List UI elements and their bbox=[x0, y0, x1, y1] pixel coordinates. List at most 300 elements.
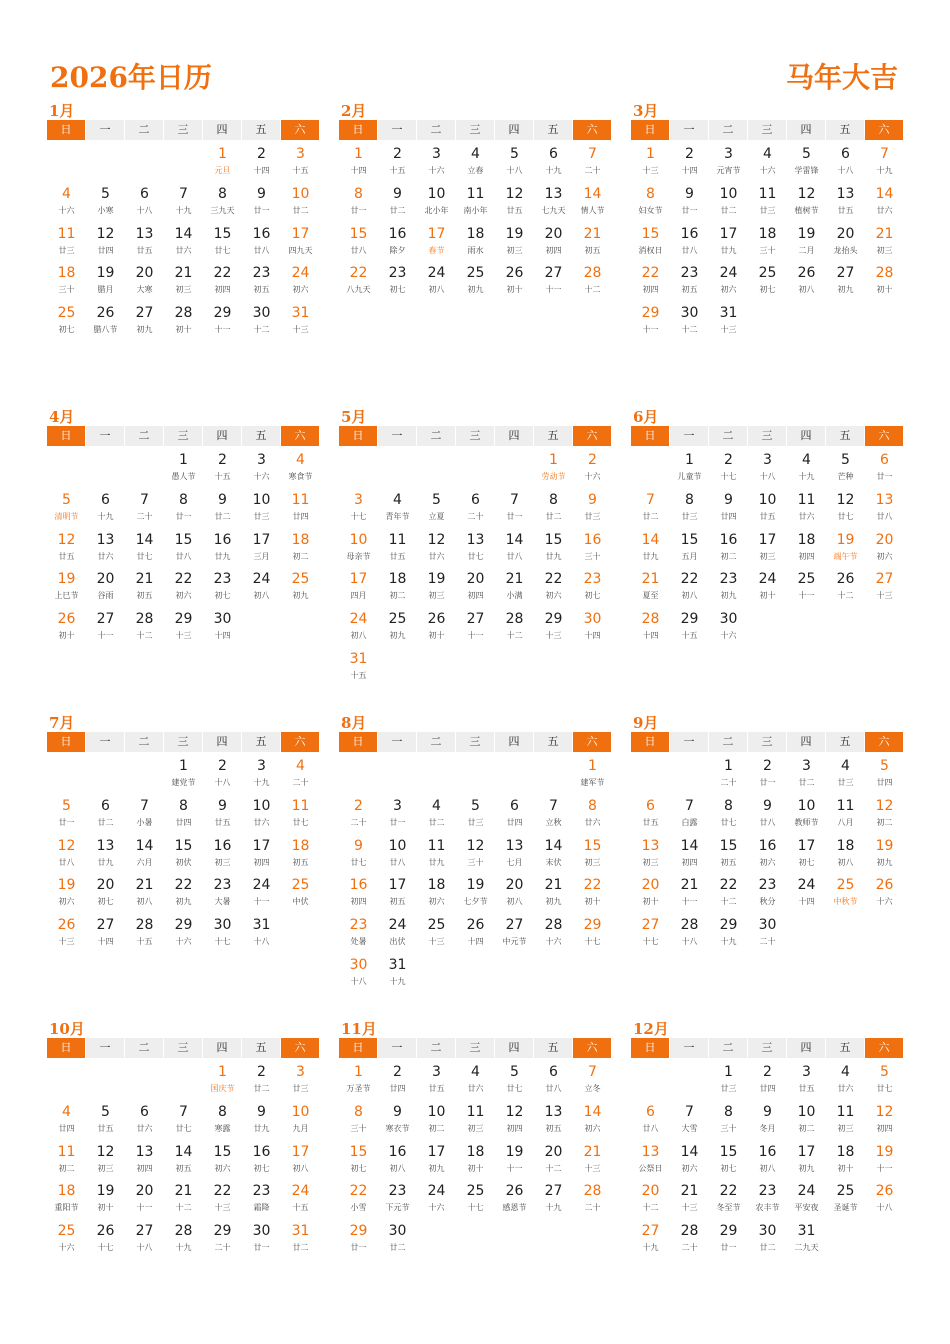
day-cell[interactable] bbox=[709, 446, 748, 486]
day-cell[interactable] bbox=[631, 1098, 670, 1138]
day-cell[interactable] bbox=[573, 180, 612, 220]
day-cell[interactable] bbox=[495, 605, 534, 645]
day-cell[interactable] bbox=[670, 605, 709, 645]
day-cell[interactable] bbox=[417, 1058, 456, 1098]
day-cell[interactable] bbox=[378, 871, 417, 911]
day-cell[interactable] bbox=[826, 259, 865, 299]
day-cell[interactable] bbox=[203, 911, 242, 951]
day-cell[interactable] bbox=[417, 832, 456, 872]
day-cell[interactable] bbox=[748, 911, 787, 951]
day-cell[interactable] bbox=[164, 1098, 203, 1138]
day-cell[interactable] bbox=[242, 792, 281, 832]
day-cell[interactable] bbox=[748, 446, 787, 486]
day-cell[interactable] bbox=[242, 446, 281, 486]
day-cell[interactable] bbox=[456, 526, 495, 566]
day-cell[interactable] bbox=[417, 792, 456, 832]
day-cell[interactable] bbox=[242, 220, 281, 260]
day-cell[interactable] bbox=[748, 1177, 787, 1217]
day-cell[interactable] bbox=[203, 446, 242, 486]
day-cell[interactable] bbox=[339, 220, 378, 260]
day-cell[interactable] bbox=[787, 832, 826, 872]
day-cell[interactable] bbox=[670, 832, 709, 872]
day-cell[interactable] bbox=[670, 259, 709, 299]
day-cell[interactable] bbox=[339, 832, 378, 872]
day-cell[interactable] bbox=[748, 1098, 787, 1138]
day-cell[interactable] bbox=[456, 1058, 495, 1098]
day-cell[interactable] bbox=[826, 486, 865, 526]
day-cell[interactable] bbox=[670, 140, 709, 180]
day-cell[interactable] bbox=[631, 486, 670, 526]
day-cell[interactable] bbox=[709, 299, 748, 339]
day-cell[interactable] bbox=[670, 180, 709, 220]
day-cell[interactable] bbox=[534, 1098, 573, 1138]
day-cell[interactable] bbox=[534, 1058, 573, 1098]
day-cell[interactable] bbox=[125, 220, 164, 260]
day-cell[interactable] bbox=[125, 871, 164, 911]
day-cell[interactable] bbox=[865, 140, 904, 180]
day-cell[interactable] bbox=[164, 792, 203, 832]
day-cell[interactable] bbox=[339, 526, 378, 566]
day-cell[interactable] bbox=[417, 220, 456, 260]
day-cell[interactable] bbox=[242, 180, 281, 220]
day-cell[interactable] bbox=[826, 446, 865, 486]
day-cell[interactable] bbox=[164, 259, 203, 299]
day-cell[interactable] bbox=[125, 832, 164, 872]
day-cell[interactable] bbox=[86, 1177, 125, 1217]
day-cell[interactable] bbox=[378, 605, 417, 645]
day-cell[interactable] bbox=[339, 180, 378, 220]
day-cell[interactable] bbox=[281, 180, 320, 220]
day-cell[interactable] bbox=[164, 526, 203, 566]
day-cell[interactable] bbox=[339, 565, 378, 605]
day-cell[interactable] bbox=[709, 486, 748, 526]
day-cell[interactable] bbox=[826, 180, 865, 220]
day-cell[interactable] bbox=[47, 259, 86, 299]
day-cell[interactable] bbox=[86, 299, 125, 339]
day-cell[interactable] bbox=[47, 180, 86, 220]
day-cell[interactable] bbox=[865, 1138, 904, 1178]
day-cell[interactable] bbox=[86, 832, 125, 872]
day-cell[interactable] bbox=[709, 259, 748, 299]
day-cell[interactable] bbox=[670, 792, 709, 832]
day-cell[interactable] bbox=[242, 911, 281, 951]
day-cell[interactable] bbox=[709, 220, 748, 260]
day-cell[interactable] bbox=[748, 259, 787, 299]
day-cell[interactable] bbox=[456, 1138, 495, 1178]
day-cell[interactable] bbox=[748, 180, 787, 220]
day-cell[interactable] bbox=[339, 951, 378, 991]
day-cell[interactable] bbox=[242, 832, 281, 872]
day-cell[interactable] bbox=[47, 486, 86, 526]
day-cell[interactable] bbox=[281, 526, 320, 566]
day-cell[interactable] bbox=[748, 832, 787, 872]
day-cell[interactable] bbox=[203, 486, 242, 526]
day-cell[interactable] bbox=[339, 871, 378, 911]
day-cell[interactable] bbox=[631, 526, 670, 566]
day-cell[interactable] bbox=[573, 140, 612, 180]
day-cell[interactable] bbox=[631, 299, 670, 339]
day-cell[interactable] bbox=[47, 605, 86, 645]
day-cell[interactable] bbox=[242, 871, 281, 911]
day-cell[interactable] bbox=[631, 1217, 670, 1257]
day-cell[interactable] bbox=[826, 832, 865, 872]
day-cell[interactable] bbox=[203, 299, 242, 339]
day-cell[interactable] bbox=[534, 220, 573, 260]
day-cell[interactable] bbox=[378, 1058, 417, 1098]
day-cell[interactable] bbox=[787, 1217, 826, 1257]
day-cell[interactable] bbox=[709, 1138, 748, 1178]
day-cell[interactable] bbox=[787, 1138, 826, 1178]
day-cell[interactable] bbox=[826, 871, 865, 911]
day-cell[interactable] bbox=[378, 1138, 417, 1178]
day-cell[interactable] bbox=[709, 1098, 748, 1138]
day-cell[interactable] bbox=[573, 871, 612, 911]
day-cell[interactable] bbox=[125, 911, 164, 951]
day-cell[interactable] bbox=[865, 220, 904, 260]
day-cell[interactable] bbox=[125, 565, 164, 605]
day-cell[interactable] bbox=[86, 871, 125, 911]
day-cell[interactable] bbox=[573, 220, 612, 260]
day-cell[interactable] bbox=[670, 486, 709, 526]
day-cell[interactable] bbox=[748, 1217, 787, 1257]
day-cell[interactable] bbox=[573, 792, 612, 832]
day-cell[interactable] bbox=[47, 792, 86, 832]
day-cell[interactable] bbox=[865, 526, 904, 566]
day-cell[interactable] bbox=[534, 259, 573, 299]
day-cell[interactable] bbox=[748, 486, 787, 526]
day-cell[interactable] bbox=[378, 792, 417, 832]
day-cell[interactable] bbox=[631, 1138, 670, 1178]
day-cell[interactable] bbox=[339, 140, 378, 180]
day-cell[interactable] bbox=[378, 911, 417, 951]
day-cell[interactable] bbox=[534, 486, 573, 526]
day-cell[interactable] bbox=[787, 259, 826, 299]
day-cell[interactable] bbox=[164, 752, 203, 792]
day-cell[interactable] bbox=[534, 832, 573, 872]
day-cell[interactable] bbox=[573, 911, 612, 951]
day-cell[interactable] bbox=[709, 911, 748, 951]
day-cell[interactable] bbox=[709, 565, 748, 605]
day-cell[interactable] bbox=[709, 752, 748, 792]
day-cell[interactable] bbox=[86, 259, 125, 299]
day-cell[interactable] bbox=[865, 792, 904, 832]
day-cell[interactable] bbox=[495, 871, 534, 911]
day-cell[interactable] bbox=[378, 832, 417, 872]
day-cell[interactable] bbox=[378, 140, 417, 180]
day-cell[interactable] bbox=[242, 1098, 281, 1138]
day-cell[interactable] bbox=[47, 565, 86, 605]
day-cell[interactable] bbox=[631, 605, 670, 645]
day-cell[interactable] bbox=[339, 1138, 378, 1178]
day-cell[interactable] bbox=[709, 792, 748, 832]
day-cell[interactable] bbox=[86, 1098, 125, 1138]
day-cell[interactable] bbox=[47, 1138, 86, 1178]
day-cell[interactable] bbox=[281, 1217, 320, 1257]
day-cell[interactable] bbox=[826, 792, 865, 832]
day-cell[interactable] bbox=[573, 1138, 612, 1178]
day-cell[interactable] bbox=[456, 792, 495, 832]
day-cell[interactable] bbox=[417, 1098, 456, 1138]
day-cell[interactable] bbox=[573, 832, 612, 872]
day-cell[interactable] bbox=[495, 526, 534, 566]
day-cell[interactable] bbox=[281, 1138, 320, 1178]
day-cell[interactable] bbox=[281, 871, 320, 911]
day-cell[interactable] bbox=[670, 220, 709, 260]
day-cell[interactable] bbox=[826, 526, 865, 566]
day-cell[interactable] bbox=[495, 180, 534, 220]
day-cell[interactable] bbox=[242, 526, 281, 566]
day-cell[interactable] bbox=[339, 792, 378, 832]
day-cell[interactable] bbox=[203, 1098, 242, 1138]
day-cell[interactable] bbox=[631, 259, 670, 299]
day-cell[interactable] bbox=[495, 565, 534, 605]
day-cell[interactable] bbox=[787, 1058, 826, 1098]
day-cell[interactable] bbox=[417, 526, 456, 566]
day-cell[interactable] bbox=[456, 180, 495, 220]
day-cell[interactable] bbox=[495, 832, 534, 872]
day-cell[interactable] bbox=[456, 832, 495, 872]
day-cell[interactable] bbox=[417, 1138, 456, 1178]
day-cell[interactable] bbox=[281, 792, 320, 832]
day-cell[interactable] bbox=[787, 220, 826, 260]
day-cell[interactable] bbox=[86, 526, 125, 566]
day-cell[interactable] bbox=[203, 832, 242, 872]
day-cell[interactable] bbox=[164, 911, 203, 951]
day-cell[interactable] bbox=[203, 1177, 242, 1217]
day-cell[interactable] bbox=[670, 911, 709, 951]
day-cell[interactable] bbox=[826, 565, 865, 605]
day-cell[interactable] bbox=[281, 486, 320, 526]
day-cell[interactable] bbox=[47, 1098, 86, 1138]
day-cell[interactable] bbox=[456, 565, 495, 605]
day-cell[interactable] bbox=[787, 871, 826, 911]
day-cell[interactable] bbox=[378, 486, 417, 526]
day-cell[interactable] bbox=[865, 486, 904, 526]
day-cell[interactable] bbox=[281, 832, 320, 872]
day-cell[interactable] bbox=[125, 605, 164, 645]
day-cell[interactable] bbox=[748, 220, 787, 260]
day-cell[interactable] bbox=[242, 565, 281, 605]
day-cell[interactable] bbox=[203, 1138, 242, 1178]
day-cell[interactable] bbox=[125, 1138, 164, 1178]
day-cell[interactable] bbox=[86, 565, 125, 605]
day-cell[interactable] bbox=[670, 1217, 709, 1257]
day-cell[interactable] bbox=[456, 220, 495, 260]
day-cell[interactable] bbox=[495, 140, 534, 180]
day-cell[interactable] bbox=[203, 526, 242, 566]
day-cell[interactable] bbox=[417, 1177, 456, 1217]
day-cell[interactable] bbox=[164, 446, 203, 486]
day-cell[interactable] bbox=[865, 1098, 904, 1138]
day-cell[interactable] bbox=[787, 1098, 826, 1138]
day-cell[interactable] bbox=[670, 871, 709, 911]
day-cell[interactable] bbox=[86, 220, 125, 260]
day-cell[interactable] bbox=[86, 1217, 125, 1257]
day-cell[interactable] bbox=[203, 752, 242, 792]
day-cell[interactable] bbox=[495, 1138, 534, 1178]
day-cell[interactable] bbox=[865, 871, 904, 911]
day-cell[interactable] bbox=[670, 1138, 709, 1178]
day-cell[interactable] bbox=[378, 1217, 417, 1257]
day-cell[interactable] bbox=[709, 180, 748, 220]
day-cell[interactable] bbox=[242, 259, 281, 299]
day-cell[interactable] bbox=[534, 565, 573, 605]
day-cell[interactable] bbox=[534, 1138, 573, 1178]
day-cell[interactable] bbox=[86, 605, 125, 645]
day-cell[interactable] bbox=[826, 1177, 865, 1217]
day-cell[interactable] bbox=[164, 565, 203, 605]
day-cell[interactable] bbox=[339, 911, 378, 951]
day-cell[interactable] bbox=[573, 446, 612, 486]
day-cell[interactable] bbox=[125, 1217, 164, 1257]
day-cell[interactable] bbox=[787, 526, 826, 566]
day-cell[interactable] bbox=[748, 1058, 787, 1098]
day-cell[interactable] bbox=[417, 911, 456, 951]
day-cell[interactable] bbox=[631, 832, 670, 872]
day-cell[interactable] bbox=[631, 140, 670, 180]
day-cell[interactable] bbox=[378, 1098, 417, 1138]
day-cell[interactable] bbox=[47, 299, 86, 339]
day-cell[interactable] bbox=[865, 1058, 904, 1098]
day-cell[interactable] bbox=[203, 1058, 242, 1098]
day-cell[interactable] bbox=[534, 1177, 573, 1217]
day-cell[interactable] bbox=[709, 871, 748, 911]
day-cell[interactable] bbox=[534, 792, 573, 832]
day-cell[interactable] bbox=[242, 1177, 281, 1217]
day-cell[interactable] bbox=[709, 1058, 748, 1098]
day-cell[interactable] bbox=[281, 220, 320, 260]
day-cell[interactable] bbox=[573, 565, 612, 605]
day-cell[interactable] bbox=[417, 180, 456, 220]
day-cell[interactable] bbox=[534, 180, 573, 220]
day-cell[interactable] bbox=[670, 446, 709, 486]
day-cell[interactable] bbox=[748, 752, 787, 792]
day-cell[interactable] bbox=[47, 832, 86, 872]
day-cell[interactable] bbox=[281, 565, 320, 605]
day-cell[interactable] bbox=[534, 871, 573, 911]
day-cell[interactable] bbox=[495, 911, 534, 951]
day-cell[interactable] bbox=[47, 220, 86, 260]
day-cell[interactable] bbox=[281, 259, 320, 299]
day-cell[interactable] bbox=[709, 605, 748, 645]
day-cell[interactable] bbox=[281, 1177, 320, 1217]
day-cell[interactable] bbox=[456, 259, 495, 299]
day-cell[interactable] bbox=[709, 140, 748, 180]
day-cell[interactable] bbox=[670, 1177, 709, 1217]
day-cell[interactable] bbox=[86, 180, 125, 220]
day-cell[interactable] bbox=[378, 951, 417, 991]
day-cell[interactable] bbox=[242, 1138, 281, 1178]
day-cell[interactable] bbox=[709, 1217, 748, 1257]
day-cell[interactable] bbox=[339, 1177, 378, 1217]
day-cell[interactable] bbox=[826, 752, 865, 792]
day-cell[interactable] bbox=[417, 259, 456, 299]
day-cell[interactable] bbox=[281, 299, 320, 339]
day-cell[interactable] bbox=[787, 180, 826, 220]
day-cell[interactable] bbox=[203, 1217, 242, 1257]
day-cell[interactable] bbox=[748, 792, 787, 832]
day-cell[interactable] bbox=[787, 565, 826, 605]
day-cell[interactable] bbox=[417, 140, 456, 180]
day-cell[interactable] bbox=[826, 140, 865, 180]
day-cell[interactable] bbox=[865, 446, 904, 486]
day-cell[interactable] bbox=[495, 1098, 534, 1138]
day-cell[interactable] bbox=[826, 220, 865, 260]
day-cell[interactable] bbox=[242, 299, 281, 339]
day-cell[interactable] bbox=[748, 526, 787, 566]
day-cell[interactable] bbox=[203, 871, 242, 911]
day-cell[interactable] bbox=[378, 259, 417, 299]
day-cell[interactable] bbox=[534, 446, 573, 486]
day-cell[interactable] bbox=[865, 259, 904, 299]
day-cell[interactable] bbox=[495, 220, 534, 260]
day-cell[interactable] bbox=[281, 752, 320, 792]
day-cell[interactable] bbox=[125, 526, 164, 566]
day-cell[interactable] bbox=[378, 526, 417, 566]
day-cell[interactable] bbox=[164, 1138, 203, 1178]
day-cell[interactable] bbox=[787, 752, 826, 792]
day-cell[interactable] bbox=[787, 446, 826, 486]
day-cell[interactable] bbox=[670, 299, 709, 339]
day-cell[interactable] bbox=[339, 1098, 378, 1138]
day-cell[interactable] bbox=[670, 1098, 709, 1138]
day-cell[interactable] bbox=[125, 1098, 164, 1138]
day-cell[interactable] bbox=[534, 605, 573, 645]
day-cell[interactable] bbox=[787, 486, 826, 526]
day-cell[interactable] bbox=[242, 486, 281, 526]
day-cell[interactable] bbox=[203, 565, 242, 605]
day-cell[interactable] bbox=[748, 871, 787, 911]
day-cell[interactable] bbox=[748, 1138, 787, 1178]
day-cell[interactable] bbox=[86, 1138, 125, 1178]
day-cell[interactable] bbox=[456, 1098, 495, 1138]
day-cell[interactable] bbox=[339, 259, 378, 299]
day-cell[interactable] bbox=[456, 871, 495, 911]
day-cell[interactable] bbox=[573, 259, 612, 299]
day-cell[interactable] bbox=[242, 1058, 281, 1098]
day-cell[interactable] bbox=[573, 486, 612, 526]
day-cell[interactable] bbox=[573, 605, 612, 645]
day-cell[interactable] bbox=[456, 911, 495, 951]
day-cell[interactable] bbox=[787, 792, 826, 832]
day-cell[interactable] bbox=[339, 1058, 378, 1098]
day-cell[interactable] bbox=[826, 1138, 865, 1178]
day-cell[interactable] bbox=[164, 220, 203, 260]
day-cell[interactable] bbox=[631, 1177, 670, 1217]
day-cell[interactable] bbox=[573, 526, 612, 566]
day-cell[interactable] bbox=[631, 180, 670, 220]
day-cell[interactable] bbox=[164, 1177, 203, 1217]
day-cell[interactable] bbox=[573, 1177, 612, 1217]
day-cell[interactable] bbox=[203, 180, 242, 220]
day-cell[interactable] bbox=[865, 565, 904, 605]
day-cell[interactable] bbox=[865, 832, 904, 872]
day-cell[interactable] bbox=[203, 220, 242, 260]
day-cell[interactable] bbox=[417, 486, 456, 526]
day-cell[interactable] bbox=[534, 526, 573, 566]
day-cell[interactable] bbox=[281, 446, 320, 486]
day-cell[interactable] bbox=[865, 752, 904, 792]
day-cell[interactable] bbox=[495, 1058, 534, 1098]
day-cell[interactable] bbox=[670, 526, 709, 566]
day-cell[interactable] bbox=[86, 486, 125, 526]
day-cell[interactable] bbox=[47, 1177, 86, 1217]
day-cell[interactable] bbox=[865, 1177, 904, 1217]
day-cell[interactable] bbox=[281, 1058, 320, 1098]
day-cell[interactable] bbox=[456, 1177, 495, 1217]
day-cell[interactable] bbox=[339, 605, 378, 645]
day-cell[interactable] bbox=[378, 180, 417, 220]
